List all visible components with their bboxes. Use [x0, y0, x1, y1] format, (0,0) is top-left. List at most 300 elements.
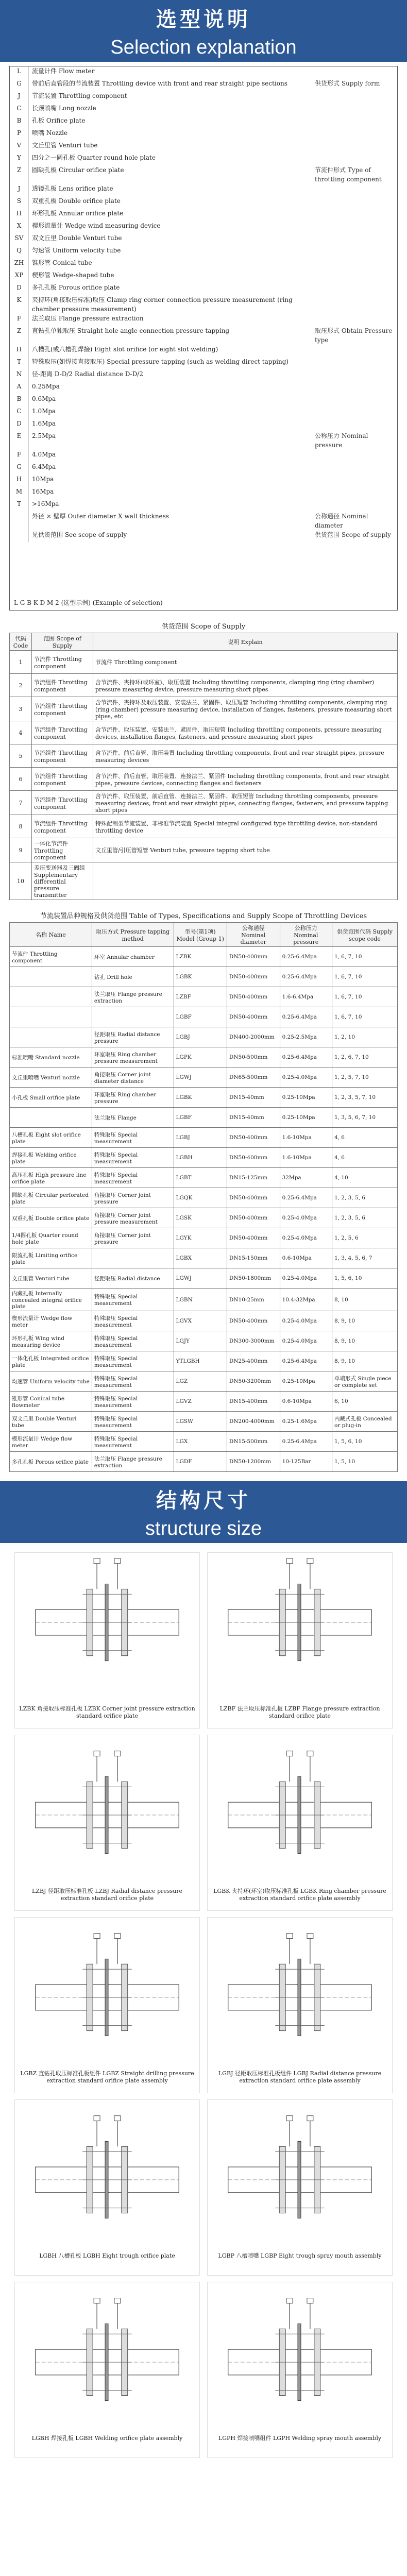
selection-desc: 16Mpa [32, 488, 54, 495]
spec-cell-pn: 0.25-10Mpa [280, 1088, 332, 1108]
selection-desc: 楔形流量计 Wedge wind measuring device [32, 222, 161, 229]
selection-code: F [10, 450, 29, 462]
selection-row [10, 270, 397, 283]
selection-desc: 文丘里管 Venturi tube [32, 142, 98, 149]
scope-cell-name: 节流组件 Throttling component [32, 791, 93, 815]
selection-rows [10, 66, 397, 543]
selection-row [10, 512, 397, 530]
spec-cell-method: 特殊取压 Special measurement [92, 1351, 174, 1371]
spec-cell-model: LGBN [174, 1289, 227, 1311]
spec-cell-model: LGVZ [174, 1392, 227, 1412]
spec-row [10, 1371, 398, 1392]
spec-cell-scope: 1, 5, 6, 10 [332, 1268, 397, 1289]
spec-cell-name: 一体化孔板 Integrated orifice plate [10, 1351, 92, 1371]
spec-cell-dn: DN15-150mm [227, 1248, 280, 1268]
selection-code: J [10, 184, 29, 196]
selection-desc: 径-距离 D-D/2 Radial distance D-D/2 [32, 370, 143, 378]
selection-row [10, 382, 397, 394]
spec-row [10, 1088, 398, 1108]
spec-cell-dn: DN15-125mm [227, 1168, 280, 1188]
selection-code: D [10, 283, 29, 295]
spec-cell-scope: 1, 3, 4, 5, 6, 7 [332, 1248, 397, 1268]
spec-cell-scope: 1, 2, 5, 7, 10 [332, 1067, 397, 1088]
selection-desc: 0.25Mpa [32, 383, 60, 390]
drawing-line [94, 2298, 100, 2303]
selection-category [312, 184, 397, 196]
selection-row [10, 66, 397, 79]
selection-code: B [10, 116, 29, 128]
drawing-line [307, 1751, 313, 1756]
spec-cell-dn: DN50-400mm [227, 1208, 280, 1228]
scope-cell-name: 节流组件 Throttling component [32, 744, 93, 768]
spec-cell-dn: DN25-400mm [227, 1351, 280, 1371]
scope-cell-name: 节流组件 Throttling component [32, 697, 93, 721]
selection-code: XP [10, 270, 29, 283]
selection-category [312, 233, 397, 246]
scope-cell-name: 节流组件 Throttling component [32, 768, 93, 791]
selection-category [312, 246, 397, 258]
selection-code: K [10, 295, 29, 314]
selection-category [312, 104, 397, 116]
selection-category [312, 295, 397, 314]
selection-code: C [10, 104, 29, 116]
selection-category [312, 419, 397, 431]
drawing-line [114, 1934, 121, 1939]
spec-section [0, 904, 407, 1476]
spec-cell-method [92, 1007, 174, 1027]
selection-row [10, 369, 397, 382]
selection-row [10, 153, 397, 165]
spec-cell-pn: 0.25-6.4Mpa [280, 1351, 332, 1371]
selection-code: L [10, 66, 29, 79]
selection-desc: 孔板 Orifice plate [32, 117, 86, 124]
spec-cell-pn: 32Mpa [280, 1168, 332, 1188]
scope-row [10, 697, 398, 721]
scope-cell-code: 1 [10, 651, 32, 674]
selection-category: 公称通径 Nominal diameter [315, 513, 368, 529]
spec-cell-scope: 1, 2, 10 [332, 1027, 397, 1047]
drawing-figure [15, 1553, 199, 1702]
spec-cell-dn: DN200-4000mm [227, 1412, 280, 1432]
spec-cell-scope: 1, 5, 6, 10 [332, 1432, 397, 1452]
selection-category: 公称压力 Nominal pressure [315, 432, 368, 449]
selection-category: 供货范围 Scope of supply [315, 531, 391, 538]
spec-cell-model: LGBK [174, 967, 227, 987]
drawing-caption: LZBF 法兰取压标准孔板 LZBF Flange pressure extraction standard orifice plate [219, 1705, 380, 1719]
selection-desc: 楔形管 Wedge-shaped tube [32, 272, 114, 279]
selection-code: Z [10, 165, 29, 184]
selection-desc: 带前后直管段的节流装置 Throttling device with front and rear straight pipe sections [32, 80, 287, 87]
selection-code: H [10, 474, 29, 487]
structure-title-cn: 结构尺寸 [156, 1489, 251, 1513]
spec-cell-scope: 1, 6, 7, 10 [332, 987, 397, 1007]
drawing-line [307, 1934, 313, 1939]
scope-cell-name: 节流组件 Throttling component [32, 674, 93, 697]
spec-cell-method: 特殊取压 Special measurement [92, 1392, 174, 1412]
selection-category [312, 345, 397, 357]
drawing-line [94, 1934, 100, 1939]
spec-cell-pn: 10.4-32Mpa [280, 1289, 332, 1311]
structure-drawing [14, 2099, 200, 2276]
drawing-figure [208, 1918, 392, 2067]
spec-row [10, 947, 398, 967]
spec-column-header: 公称压力 Nominal pressure [280, 923, 332, 947]
spec-cell-scope: 4, 10 [332, 1168, 397, 1188]
spec-row [10, 1432, 398, 1452]
spec-cell-scope: 8, 9, 10 [332, 1331, 397, 1351]
spec-cell-dn: DN50-400mm [227, 1188, 280, 1208]
selection-desc: 双文丘里 Double Venturi tube [32, 234, 122, 242]
drawing-figure [15, 1735, 199, 1885]
spec-cell-scope: 1, 3, 5, 6, 7, 10 [332, 1108, 397, 1128]
spec-cell-pn: 0.25-6.4Mpa [280, 967, 332, 987]
selection-code: G [10, 79, 29, 91]
spec-cell-scope: 4, 6 [332, 1128, 397, 1148]
drawing-figure [15, 1918, 199, 2067]
selection-desc: 2.5Mpa [32, 432, 56, 439]
spec-cell-model: LGVX [174, 1311, 227, 1331]
spec-row [10, 1208, 398, 1228]
selection-category [312, 116, 397, 128]
spec-cell-model: LGSK [174, 1208, 227, 1228]
drawing-caption: LGBH 焊接孔板 LGBH Welding orifice plate assembly [31, 2435, 183, 2442]
selection-desc: 透镜孔板 Lens orifice plate [32, 185, 113, 192]
selection-row [10, 209, 397, 221]
selection-category [312, 314, 397, 326]
selection-code: C [10, 406, 29, 419]
spec-cell-dn: DN65-500mm [227, 1067, 280, 1088]
spec-cell-scope: 1, 2, 3, 5, 6 [332, 1208, 397, 1228]
spec-cell-model: LGQK [174, 1188, 227, 1208]
spec-cell-method: 特殊取压 Special measurement [92, 1128, 174, 1148]
spec-cell-scope: 1, 5, 10 [332, 1452, 397, 1472]
selection-desc: 法兰取压 Flange pressure extraction [32, 315, 144, 322]
spec-cell-name: 节流件 Throttling component [10, 947, 92, 967]
spec-cell-name: 焊接孔板 Welding orifice plate [10, 1148, 92, 1168]
spec-row [10, 1047, 398, 1067]
spec-cell-model: LGBJ [174, 1128, 227, 1148]
spec-cell-dn: DN15-500mm [227, 1432, 280, 1452]
scope-cell-explain: 特殊配制型节流装置、非标准节流装置 Special integral configured type throttling device, non-standard throttling device [93, 815, 398, 838]
spec-cell-name: 楔形流量计 Wedge flow meter [10, 1432, 92, 1452]
selection-category: 节流件形式 Type of throttling component [315, 166, 382, 183]
spec-cell-dn: DN50-400mm [227, 987, 280, 1007]
scope-cell-code: 8 [10, 815, 32, 838]
selection-code: Q [10, 246, 29, 258]
selection-code: G [10, 462, 29, 474]
drawing-line [286, 1751, 293, 1756]
spec-cell-name [10, 987, 92, 1007]
spec-cell-name: 内藏孔板 Internally concealed integral orifice plate [10, 1289, 92, 1311]
spec-cell-name: 均速管 Uniform velocity tube [10, 1371, 92, 1392]
spec-cell-model: LZBF [174, 987, 227, 1007]
selection-desc: 圆缺孔板 Circular orifice plate [32, 166, 124, 174]
drawing-line [94, 2116, 100, 2121]
scope-title: 供货范围 Scope of Supply [161, 623, 246, 631]
selection-title-en: Selection explanation [110, 37, 297, 58]
selection-code: S [10, 196, 29, 209]
selection-category [312, 283, 397, 295]
scope-column-header: 说明 Explain [93, 633, 398, 651]
selection-desc: 特殊取压(如焊接直接取压) Special pressure tapping (such as welding direct tapping) [32, 358, 289, 365]
selection-code: A [10, 382, 29, 394]
drawing-caption: LZBK 角接取压标准孔板 LZBK Corner joint pressure extraction standard orifice plate [19, 1705, 195, 1719]
spec-cell-scope: 4, 6 [332, 1148, 397, 1168]
spec-cell-method: 角接取压 Corner joint pressure [92, 1228, 174, 1248]
structure-banner [0, 1481, 407, 1543]
selection-desc: >16Mpa [32, 500, 59, 507]
selection-code: X [10, 221, 29, 233]
selection-code: B [10, 394, 29, 406]
spec-cell-model: LGDF [174, 1452, 227, 1472]
spec-cell-name: 标准喷嘴 Standard nozzle [10, 1047, 92, 1067]
structure-drawing [207, 1917, 393, 2093]
drawing-line [286, 2298, 293, 2303]
selection-row [10, 431, 397, 450]
structure-drawing [207, 2099, 393, 2276]
selection-row [10, 419, 397, 431]
scope-cell-explain: 含节流件、前后直管、取压装置 Including throttling components, front and rear straight pipes, pressure measuring devices [93, 744, 398, 768]
selection-banner [0, 0, 407, 62]
selection-desc: 锥形管 Conical tube [32, 259, 92, 266]
selection-row [10, 104, 397, 116]
spec-cell-scope: 8, 10 [332, 1289, 397, 1311]
spec-cell-dn: DN50-3200mm [227, 1371, 280, 1392]
spec-cell-pn: 0.25-6.4Mpa [280, 1188, 332, 1208]
spec-cell-name [10, 1007, 92, 1027]
spec-cell-dn: DN300-3000mm [227, 1331, 280, 1351]
spec-cell-method: 钻孔 Drill hole [92, 967, 174, 987]
scope-table [9, 633, 398, 900]
selection-category: 取压形式 Obtain Pressure type [315, 327, 393, 344]
structure-drawing [207, 1552, 393, 1728]
spec-cell-method: 环室取压 Ring chamber pressure measurement [92, 1047, 174, 1067]
scope-cell-name: 差压变送器及三阀组 Supplementary differential pressure transmitter [32, 862, 93, 900]
selection-category [312, 141, 397, 153]
spec-cell-name: 高压孔板 High pressure line orifice plate [10, 1168, 92, 1188]
selection-code: T [10, 499, 29, 512]
spec-cell-model: LGYK [174, 1228, 227, 1248]
spec-row [10, 1331, 398, 1351]
selection-category [312, 221, 397, 233]
spec-cell-method: 特殊取压 Special measurement [92, 1371, 174, 1392]
selection-code: F [10, 314, 29, 326]
scope-cell-code: 10 [10, 862, 32, 900]
drawing-caption: LGBZ 直钻孔取压标准孔板组件 LGBZ Straight drilling pressure extraction standard orifice plate assembly [20, 2070, 194, 2084]
selection-desc: 4.0Mpa [32, 451, 56, 458]
selection-row [10, 246, 397, 258]
spec-title: 节流装置品种规格及供货范围 Table of Types, Specifications and Supply Scope of Throttling Devices [40, 912, 367, 920]
spec-cell-scope: 内藏式孔板 Concealed or plug-in [332, 1412, 397, 1432]
selection-code: H [10, 345, 29, 357]
spec-cell-pn: 0.25-10Mpa [280, 1371, 332, 1392]
spec-cell-dn: DN15-400mm [227, 1392, 280, 1412]
spec-cell-pn: 0.25-10Mpa [280, 1108, 332, 1128]
scope-cell-code: 6 [10, 768, 32, 791]
spec-cell-method: 特殊取压 Special measurement [92, 1168, 174, 1188]
selection-row [10, 233, 397, 246]
scope-cell-name: 一体化节流件 Throttling component [32, 838, 93, 862]
spec-cell-name: 双重孔板 Double orifice plate [10, 1208, 92, 1228]
scope-column-header: 范围 Scope of Supply [32, 633, 93, 651]
spec-column-header: 取压方式 Pressure tapping method [92, 923, 174, 947]
selection-category [312, 128, 397, 141]
scope-cell-explain [93, 862, 398, 900]
selection-code: Z [10, 326, 29, 345]
spec-cell-model: LGBT [174, 1168, 227, 1188]
selection-row [10, 499, 397, 512]
selection-row [10, 326, 397, 345]
selection-row [10, 406, 397, 419]
selection-desc: 四分之一圆孔板 Quarter round hole plate [32, 154, 156, 161]
drawing-figure [208, 2282, 392, 2432]
spec-cell-name: 1/4圆孔板 Quarter round hole plate [10, 1228, 92, 1248]
selection-desc: 喷嘴 Nozzle [32, 129, 68, 137]
spec-cell-pn: 0.25-6.4Mpa [280, 1047, 332, 1067]
selection-code: SV [10, 233, 29, 246]
spec-cell-method: 径距取压 Radial distance pressure [92, 1027, 174, 1047]
spec-cell-model: YTLGBH [174, 1351, 227, 1371]
scope-cell-code: 3 [10, 697, 32, 721]
scope-cell-explain: 含节流件、夹持环及取压装置、安装法兰、紧固件、取压短管 Including throttling components, clamping ring (ring chamber) pressure measuring device, installation of flanges, fasteners, pressure measuring short pipes, etc [93, 697, 398, 721]
selection-row [10, 394, 397, 406]
drawing-figure [15, 2282, 199, 2432]
spec-cell-scope: 8, 9, 10 [332, 1311, 397, 1331]
drawing-line [286, 2116, 293, 2121]
selection-category [312, 153, 397, 165]
spec-cell-pn: 0.25-4.0Mpa [280, 1268, 332, 1289]
selection-desc: 长颈喷嘴 Long nozzle [32, 105, 96, 112]
selection-row [10, 283, 397, 295]
selection-row [10, 530, 397, 543]
structure-title-en: structure size [145, 1518, 262, 1539]
drawing-caption: LGBP 八槽喷嘴 LGBP Eight trough spray mouth assembly [218, 2252, 382, 2259]
selection-code: H [10, 209, 29, 221]
selection-desc: 直钻孔单独取压 Straight hole angle connection pressure tapping [32, 327, 230, 334]
spec-cell-name [10, 1027, 92, 1047]
selection-example: L G B K D M 2 (选型示例) (Example of selection) [14, 599, 163, 606]
spec-cell-pn: 1.6-6.4Mpa [280, 987, 332, 1007]
structure-drawing [14, 1735, 200, 1911]
spec-cell-model: LGBF [174, 1108, 227, 1128]
spec-cell-model: LGPK [174, 1047, 227, 1067]
spec-row [10, 1188, 398, 1208]
drawing-line [114, 1558, 121, 1564]
selection-row [10, 116, 397, 128]
spec-cell-method: 法兰取压 Flange pressure extraction [92, 987, 174, 1007]
spec-row [10, 1128, 398, 1148]
selection-category [312, 474, 397, 487]
selection-category [312, 369, 397, 382]
spec-row [10, 1452, 398, 1472]
selection-desc: 流量计件 Flow meter [32, 67, 95, 75]
selection-desc: 节流装置 Throttling component [32, 92, 127, 99]
spec-cell-model: LZBK [174, 947, 227, 967]
scope-cell-explain: 含节流件、取压装置、前后直管、连接法兰、紧固件、取压短管 Including throttling components, pressure measuring devices, front and rear straight pipes, connecting flanges, fasteners, and pressure tapping short pipes [93, 791, 398, 815]
drawing-line [94, 1558, 100, 1564]
spec-cell-scope: 单端形式 Single piece or complete set [332, 1371, 397, 1392]
spec-row [10, 1268, 398, 1289]
structure-drawing [14, 2282, 200, 2458]
spec-cell-method: 角接取压 Corner joint pressure [92, 1188, 174, 1208]
spec-row [10, 1148, 398, 1168]
spec-cell-name: 限流孔板 Limiting orifice plate [10, 1248, 92, 1268]
drawing-line [94, 1751, 100, 1756]
spec-cell-method: 特殊取压 Special measurement [92, 1331, 174, 1351]
selection-desc: 八槽孔(或八槽孔焊接) Eight slot orifice (or eight slot welding) [32, 346, 218, 353]
selection-code [10, 512, 29, 530]
spec-cell-model: LGJY [174, 1331, 227, 1351]
spec-row [10, 1311, 398, 1331]
scope-row [10, 651, 398, 674]
drawing-line [307, 2298, 313, 2303]
structure-drawing [207, 1735, 393, 1911]
selection-code: V [10, 141, 29, 153]
structure-section [0, 1543, 407, 2467]
selection-category [312, 270, 397, 283]
selection-code: E [10, 431, 29, 450]
drawing-figure [208, 1553, 392, 1702]
scope-row [10, 862, 398, 900]
spec-cell-method: 径距取压 Radial distance [92, 1268, 174, 1289]
spec-cell-pn: 10-125Bar [280, 1452, 332, 1472]
drawing-figure [15, 2100, 199, 2249]
spec-row [10, 1392, 398, 1412]
selection-category: 供货形式 Supply form [315, 80, 380, 87]
spec-cell-method: 特殊取压 Special measurement [92, 1311, 174, 1331]
spec-cell-method: 环室 Annular chamber [92, 947, 174, 967]
spec-cell-scope: 1, 6, 7, 10 [332, 947, 397, 967]
spec-cell-dn: DN50-400mm [227, 1228, 280, 1248]
spec-cell-model: LGZ [174, 1371, 227, 1392]
spec-cell-scope: 1, 2, 3, 5, 7, 10 [332, 1088, 397, 1108]
selection-row [10, 221, 397, 233]
selection-category [312, 209, 397, 221]
spec-cell-method: 特殊取压 Special measurement [92, 1412, 174, 1432]
selection-row [10, 128, 397, 141]
spec-cell-pn: 0.25-2.5Mpa [280, 1027, 332, 1047]
spec-cell-name [10, 967, 92, 987]
selection-desc: 双重孔板 Double orifice plate [32, 197, 121, 205]
spec-cell-pn: 0.25-6.4Mpa [280, 1432, 332, 1452]
selection-desc: 1.6Mpa [32, 420, 56, 427]
spec-row [10, 1007, 398, 1027]
selection-code: P [10, 128, 29, 141]
selection-code: N [10, 369, 29, 382]
selection-category [312, 91, 397, 104]
selection-row [10, 165, 397, 184]
scope-cell-name: 节流件 Throttling component [32, 651, 93, 674]
scope-cell-explain: 含节流件、夹持环(或环室)、取压装置 Including throttling components, clamping ring (ring chamber) pressure measuring device, pressure measuring short pipes [93, 674, 398, 697]
spec-cell-name: 文丘里管 Venturi tube [10, 1268, 92, 1289]
selection-desc: 0.6Mpa [32, 395, 56, 402]
drawing-line [307, 1558, 313, 1564]
selection-code [10, 530, 29, 543]
spec-cell-model: LGWJ [174, 1067, 227, 1088]
structure-drawing [14, 1917, 200, 2093]
structure-drawing [14, 1552, 200, 1728]
scope-cell-explain: 节流件 Throttling component [93, 651, 398, 674]
spec-cell-name: 锥形管 Conical tube flowmeter [10, 1392, 92, 1412]
spec-row [10, 1228, 398, 1248]
spec-cell-method: 角接取压 Corner joint pressure measurement [92, 1208, 174, 1228]
selection-desc: 多孔孔板 Porous orifice plate [32, 284, 120, 291]
spec-cell-dn: DN50-400mm [227, 1311, 280, 1331]
spec-cell-pn: 1.6-10Mpa [280, 1128, 332, 1148]
spec-cell-name [10, 1108, 92, 1128]
spec-cell-pn: 0.6-10Mpa [280, 1392, 332, 1412]
selection-desc: 1.0Mpa [32, 408, 56, 415]
